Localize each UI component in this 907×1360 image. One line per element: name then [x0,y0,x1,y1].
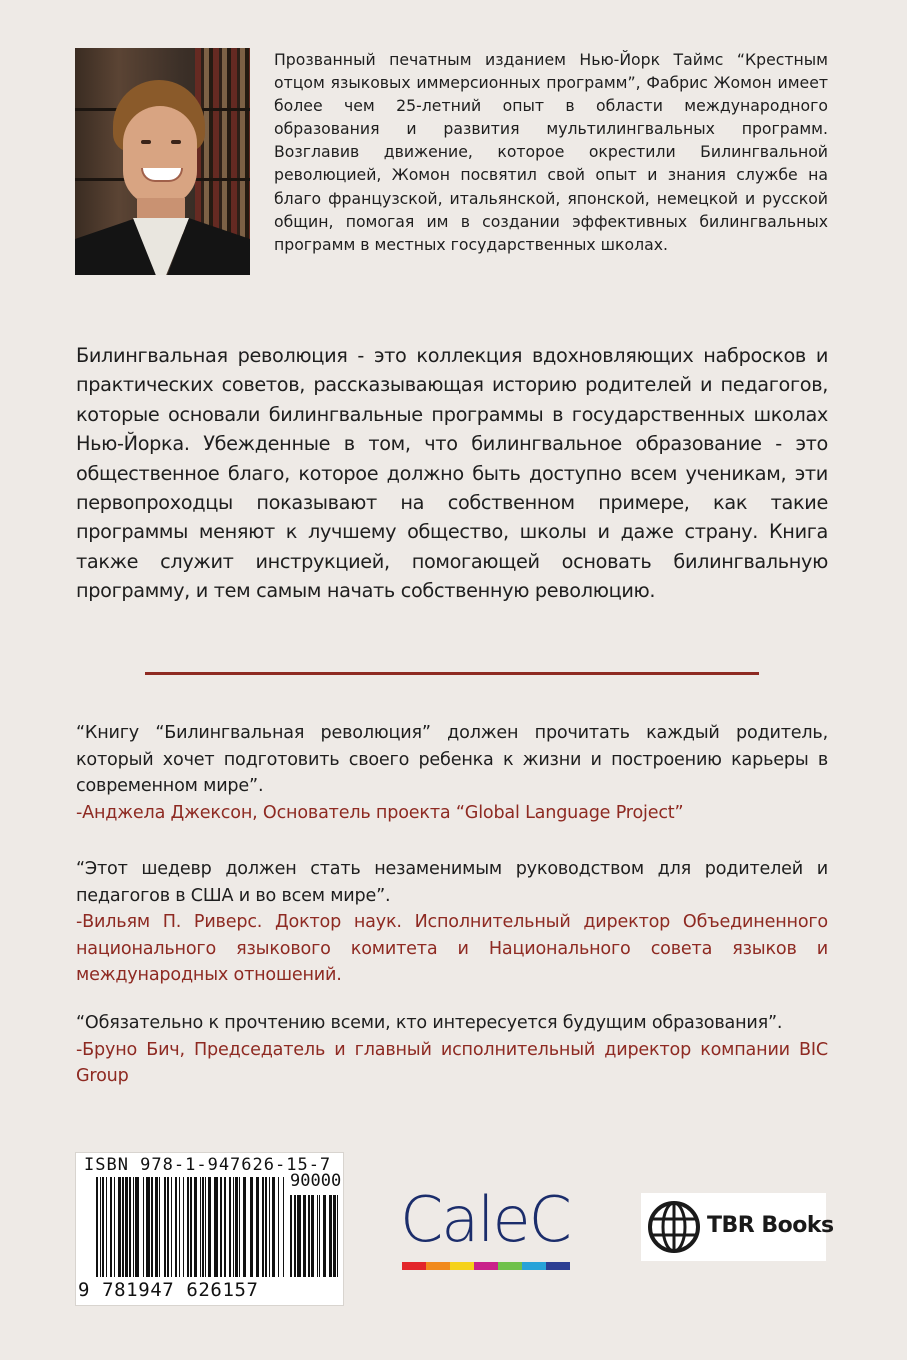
barcode-bar [146,1177,150,1277]
caleo-logo [400,1178,575,1273]
author-bio: Прозванный печатным изданием Нью-Йорк Таймс “Крестным отцом языковых иммерсионных программ”, Фабрис Жомон имеет более чем 25-летний опыт в области международного образования и развития мультилингвальных программ. Возглавив движение, которое окрестили Билингвальной революцией, Жомон посвятил свой опыт и знания службе на благо французской, итальянской, японской, немецкой и русской общин, помогая им в создании эффективных билингвальных программ в местных государственных школах. [274,50,828,254]
barcode-bar [151,1177,153,1277]
quote-text: “Книгу “Билингвальная революция” должен прочитать каждый родитель, который хочет подготовить своего ребенка к жизни и построению карьеры в современном мире”. [76,723,828,796]
barcode-bar [208,1177,211,1277]
barcode-bar [190,1177,192,1277]
section-divider [145,672,759,675]
quote-text: “Обязательно к прочтению всеми, кто интересуется будущим образования”. [76,1013,783,1033]
barcode-bar [122,1177,124,1277]
barcode-bar [283,1177,284,1277]
caleo-stripe [450,1262,474,1270]
barcode-bar [224,1177,226,1277]
barcode-bar [303,1195,306,1277]
barcode-bar [262,1177,264,1277]
barcode-bar [114,1177,115,1277]
barcode-bar [194,1177,197,1277]
price-code: 90000 [290,1171,342,1191]
barcode-bar [179,1177,180,1277]
caleo-color-stripes [402,1262,570,1270]
quote-attribution: -Анджела Джексон, Основатель проекта “Global Language Project” [76,802,684,823]
barcode-bar [256,1177,259,1277]
barcode-bar [159,1177,160,1277]
barcode-bar [290,1195,292,1277]
barcode-bar [167,1177,169,1277]
barcode-bar [317,1195,318,1277]
barcode-number: 9 781947 626157 [78,1279,259,1301]
barcode-bar [239,1177,240,1277]
book-summary: Билингвальная революция - это коллекция вдохновляющих набросков и практических советов, рассказывающая историю родителей и педагогов, которые основали билингвальные программы в государственных школах Нью-Йорка. Убежденные в том, что билингвальное образование - это общественное благо, которое должно быть доступно всем ученикам, эти первопроходцы показывают на собственном примере, как такие программы меняют к лучшему общество, школы и даже страну. Книга также служит инструкцией, помогающей основать билингвальную программу, и тем самым начать собственную революцию. [76,344,828,603]
barcode-bar [329,1195,332,1277]
barcode-bar [205,1177,206,1277]
caleo-stripe [426,1262,450,1270]
barcode-bar [220,1177,222,1277]
quote-attribution: -Бруно Бич, Председатель и главный исполнительный директор компании BIC Group [76,1039,828,1086]
barcode-bar [171,1177,172,1277]
barcode-bar [202,1177,204,1277]
review-quote-2 [76,856,828,989]
barcode-bar [100,1177,101,1277]
barcode-bar [135,1177,139,1277]
barcode-bar [102,1177,104,1277]
barcode-bar [118,1177,121,1277]
isbn-barcode [75,1152,344,1306]
tbr-books-logo [641,1193,834,1261]
barcode-bar [265,1177,267,1277]
barcode-bar [294,1195,296,1277]
barcode-bar [229,1177,231,1277]
barcode-bar [155,1177,158,1277]
barcode-bar [337,1195,338,1277]
barcode-bar [200,1177,201,1277]
caleo-wordmark: CaleC [400,1183,570,1256]
author-photo [75,48,250,275]
barcode-bar [129,1177,131,1277]
barcode-bar [233,1177,234,1277]
barcode-bar [125,1177,128,1277]
caleo-stripe [522,1262,546,1270]
barcode-bar [106,1177,107,1277]
barcode-bar [278,1177,279,1277]
review-quote-3 [76,1010,828,1090]
barcode-bar [110,1177,112,1277]
barcode-bar [250,1177,253,1277]
caleo-stripe [498,1262,522,1270]
barcode-bar [243,1177,246,1277]
barcode-bar [235,1177,238,1277]
isbn-label: ISBN 978-1-947626-15-7 [84,1155,332,1175]
barcode-bar [164,1177,166,1277]
globe-icon [647,1200,701,1254]
quote-attribution: -Вильям П. Риверс. Доктор наук. Исполнительный директор Объединенного национального языкового комитета и Национального совета языков и международных отношений. [76,912,828,985]
tbr-books-name: TBR Books [707,1213,834,1238]
barcode-bar [143,1177,144,1277]
barcode-bar [187,1177,189,1277]
barcode-bar [96,1177,98,1277]
caleo-stripe [402,1262,426,1270]
barcode-bar [297,1195,301,1277]
barcode-bar [272,1177,275,1277]
barcode-bar [311,1195,314,1277]
barcode-bar [214,1177,218,1277]
quote-text: “Этот шедевр должен стать незаменимым руководством для родителей и педагогов в США и во всем мире”. [76,859,828,906]
review-quote-1 [76,720,828,826]
barcode-bar [133,1177,134,1277]
caleo-stripe [546,1262,570,1270]
barcode-bar [319,1195,320,1277]
barcode-bar [183,1177,184,1277]
caleo-stripe [474,1262,498,1270]
barcode-bar [333,1195,336,1277]
barcode-bar [308,1195,310,1277]
barcode-bar [269,1177,270,1277]
barcode-bar [175,1177,177,1277]
barcode-bar [323,1195,326,1277]
